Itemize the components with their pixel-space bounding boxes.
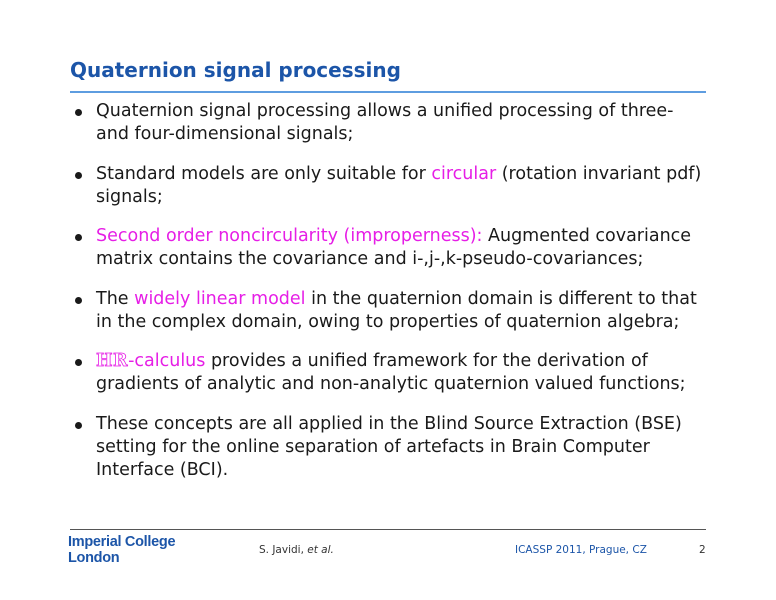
highlight-noncircularity: Second order noncircularity (improperness): <box>96 226 483 246</box>
bullet-item-5 <box>70 350 710 396</box>
highlight-widely-linear-model: widely linear model <box>134 288 306 309</box>
bullet-dot-icon <box>75 172 82 179</box>
bullet-item-1 <box>70 100 710 146</box>
bullet-item-3 <box>70 225 710 271</box>
bullet-item-6 <box>70 413 710 482</box>
footer-divider <box>70 529 706 530</box>
author-name: S. Javidi, <box>259 544 308 556</box>
bullet-text-after: (rotation invariant pdf) signals; <box>96 163 702 207</box>
bullet-text-before: Standard models are only suitable for <box>96 163 432 184</box>
logo-line-1: Imperial College <box>68 534 176 550</box>
bullet-dot-icon <box>75 234 82 241</box>
bullet-text-after: in the quaternion domain is different to that in the complex domain, owing to properties of quaternion algebra; <box>96 288 697 332</box>
footer-author <box>259 544 334 556</box>
bullet-item-4 <box>70 288 710 334</box>
title-underline <box>70 91 706 93</box>
page-number: 2 <box>699 544 706 556</box>
highlight-hr-calculus: -calculus <box>128 351 206 371</box>
author-et-al: et al. <box>307 544 334 556</box>
bullet-text-before: The <box>96 288 135 309</box>
bullet-text-after: provides a unified framework for the derivation of gradients of analytic and non-analytic quaternion valued functions; <box>96 351 686 394</box>
bullet-dot-icon <box>75 297 82 304</box>
hr-symbol: HR <box>96 351 129 371</box>
bullet-text: Quaternion signal processing allows a unified processing of three- and four-dimensional signals; <box>96 101 674 144</box>
bullet-dot-icon <box>75 359 82 366</box>
logo-line-2: London <box>68 550 120 566</box>
highlight-circular: circular <box>431 163 497 184</box>
imperial-college-logo <box>68 534 175 566</box>
bullet-list <box>70 100 710 498</box>
bullet-item-2 <box>70 163 710 209</box>
slide-title: Quaternion signal processing <box>70 58 401 82</box>
bullet-text: These concepts are all applied in the Blind Source Extraction (BSE) setting for the online separation of artefacts in Brain Computer Interface (BCI). <box>96 413 682 480</box>
bullet-dot-icon <box>75 109 82 116</box>
bullet-text-after: Augmented covariance matrix contains the covariance and i-,j-,k-pseudo-covariances; <box>96 226 692 269</box>
footer-conference: ICASSP 2011, Prague, CZ <box>515 544 647 556</box>
bullet-dot-icon <box>75 422 82 429</box>
